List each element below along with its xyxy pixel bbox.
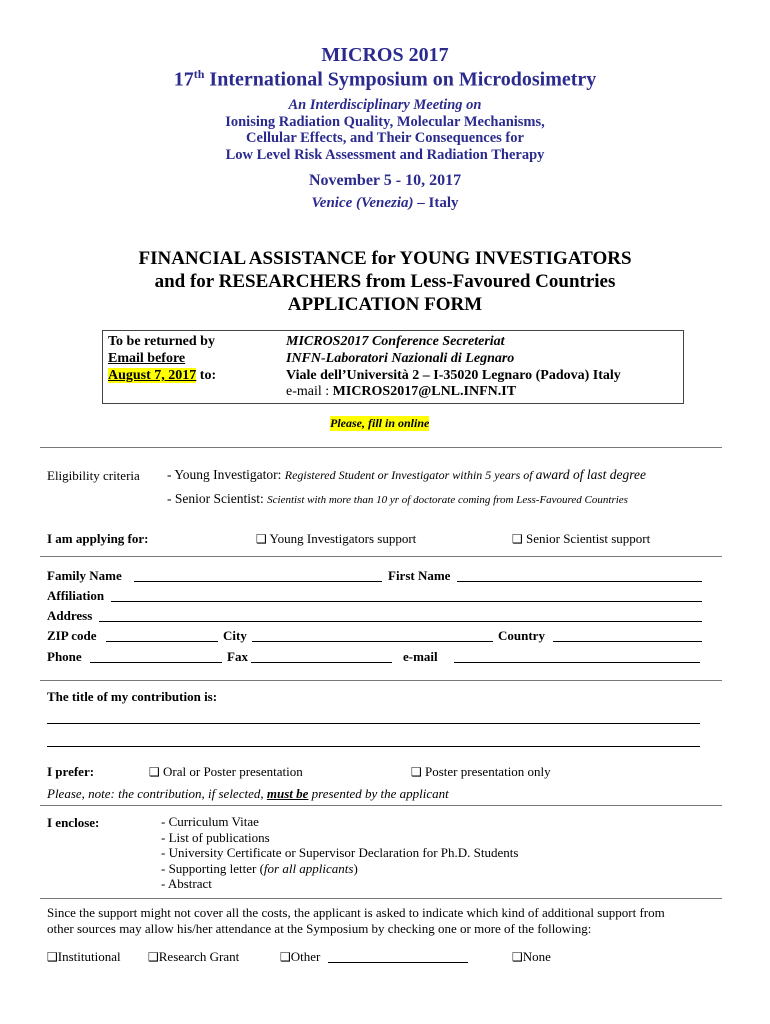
list-item: - Supporting letter (for all applicants) — [161, 860, 358, 876]
return-deadline: August 7, 2017 to: — [108, 368, 217, 383]
address-field[interactable] — [99, 609, 702, 622]
list-item: - Curriculum Vitae — [161, 814, 259, 829]
checkbox-icon[interactable]: ❑ — [149, 765, 160, 779]
form-title-line-2: and for RESEARCHERS from Less-Favoured Countries — [154, 271, 616, 292]
form-title-line-3: APPLICATION FORM — [287, 294, 483, 315]
email-field[interactable] — [454, 650, 700, 663]
return-label-2: Email before — [108, 351, 186, 366]
family-name-field[interactable] — [134, 569, 382, 582]
symposium-title: 17th International Symposium on Microdosimetry — [173, 67, 597, 91]
support-text-line-2: other sources may allow his/her attendance at the Symposium by checking one or more of the following: — [47, 921, 592, 936]
fax-label: Fax — [227, 649, 248, 664]
zip-label: ZIP code — [47, 628, 97, 643]
divider — [40, 805, 722, 806]
contribution-title-field-2[interactable] — [47, 734, 700, 747]
secretariat-lab: INFN-Laboratori Nazionali di Legnaro — [286, 351, 515, 366]
checkbox-icon[interactable]: ❑ — [411, 765, 422, 779]
subtitle-line-4: Low Level Risk Assessment and Radiation Therapy — [225, 147, 545, 163]
list-item: - University Certificate or Supervisor Declaration for Ph.D. Students — [161, 845, 519, 860]
applying-for-label: I am applying for: — [47, 531, 149, 546]
other-field[interactable] — [328, 950, 468, 963]
poster-only-option[interactable]: ❑ Poster presentation only — [411, 764, 551, 779]
list-item: - Abstract — [161, 876, 212, 891]
return-label-1: To be returned by — [108, 334, 215, 349]
divider — [40, 556, 722, 557]
presentation-note: Please, note: the contribution, if selected, must be presented by the applicant — [47, 786, 449, 801]
secretariat-email: e-mail : MICROS2017@LNL.INFN.IT — [286, 384, 517, 399]
checkbox-icon[interactable]: ❑ — [512, 532, 523, 546]
oral-or-poster-option[interactable]: ❑ Oral or Poster presentation — [149, 764, 303, 779]
research-grant-option[interactable]: ❑Research Grant — [148, 949, 240, 964]
other-option[interactable]: ❑Other — [280, 949, 321, 964]
conference-dates: November 5 - 10, 2017 — [308, 172, 462, 189]
conference-venue: Venice (Venezia) – Italy — [311, 195, 459, 211]
subtitle-line-1: An Interdisciplinary Meeting on — [288, 97, 482, 113]
divider — [40, 898, 722, 899]
fill-online-note: Please, fill in online — [330, 416, 430, 430]
secretariat-address: Viale dell’Università 2 – I-35020 Legnaro (Padova) Italy — [286, 368, 621, 383]
list-item: - List of publications — [161, 829, 270, 845]
first-name-field[interactable] — [457, 569, 702, 582]
phone-field[interactable] — [90, 650, 222, 663]
city-field[interactable] — [252, 629, 493, 642]
conference-title: MICROS 2017 — [321, 44, 449, 66]
city-label: City — [223, 628, 247, 643]
country-label: Country — [498, 628, 545, 643]
checkbox-icon[interactable]: ❑ — [512, 950, 523, 964]
subtitle-line-2: Ionising Radiation Quality, Molecular Mechanisms, — [225, 114, 545, 130]
address-label: Address — [47, 608, 93, 623]
checkbox-icon[interactable]: ❑ — [47, 950, 58, 964]
affiliation-field[interactable] — [111, 589, 702, 602]
eligibility-label: Eligibility criteria — [47, 468, 140, 483]
young-investigator-criteria: - Young Investigator: Registered Student or Investigator within 5 years of award of last degree — [167, 467, 646, 482]
enclosure-list — [161, 814, 518, 892]
none-option[interactable]: ❑None — [512, 949, 551, 964]
affiliation-label: Affiliation — [47, 588, 105, 603]
institutional-option[interactable]: ❑Institutional — [47, 949, 121, 964]
checkbox-icon[interactable]: ❑ — [280, 950, 291, 964]
checkbox-icon[interactable]: ❑ — [256, 532, 267, 546]
enclose-label: I enclose: — [47, 815, 100, 830]
email-label: e-mail — [403, 649, 438, 664]
contribution-title-field-1[interactable] — [47, 711, 700, 724]
subtitle-line-3: Cellular Effects, and Their Consequences for — [246, 130, 524, 146]
contribution-title-label: The title of my contribution is: — [47, 689, 218, 704]
phone-label: Phone — [47, 649, 82, 664]
checkbox-icon[interactable]: ❑ — [148, 950, 159, 964]
senior-scientist-option[interactable]: ❑ Senior Scientist support — [512, 531, 651, 546]
zip-field[interactable] — [106, 629, 218, 642]
young-investigators-option[interactable]: ❑ Young Investigators support — [256, 531, 417, 546]
senior-scientist-criteria: - Senior Scientist: Scientist with more than 10 yr of doctorate coming from Less-Favoured Countries — [167, 491, 628, 506]
form-title-line-1: FINANCIAL ASSISTANCE for YOUNG INVESTIGATORS — [138, 248, 632, 269]
divider — [40, 447, 722, 448]
first-name-label: First Name — [388, 568, 451, 583]
prefer-label: I prefer: — [47, 764, 95, 779]
support-text-line-1: Since the support might not cover all the costs, the applicant is asked to indicate which kind of additional support from — [47, 905, 665, 920]
divider — [40, 680, 722, 681]
fax-field[interactable] — [251, 650, 392, 663]
country-field[interactable] — [553, 629, 702, 642]
secretariat-name: MICROS2017 Conference Secreteriat — [286, 334, 505, 349]
family-name-label: Family Name — [47, 568, 122, 583]
